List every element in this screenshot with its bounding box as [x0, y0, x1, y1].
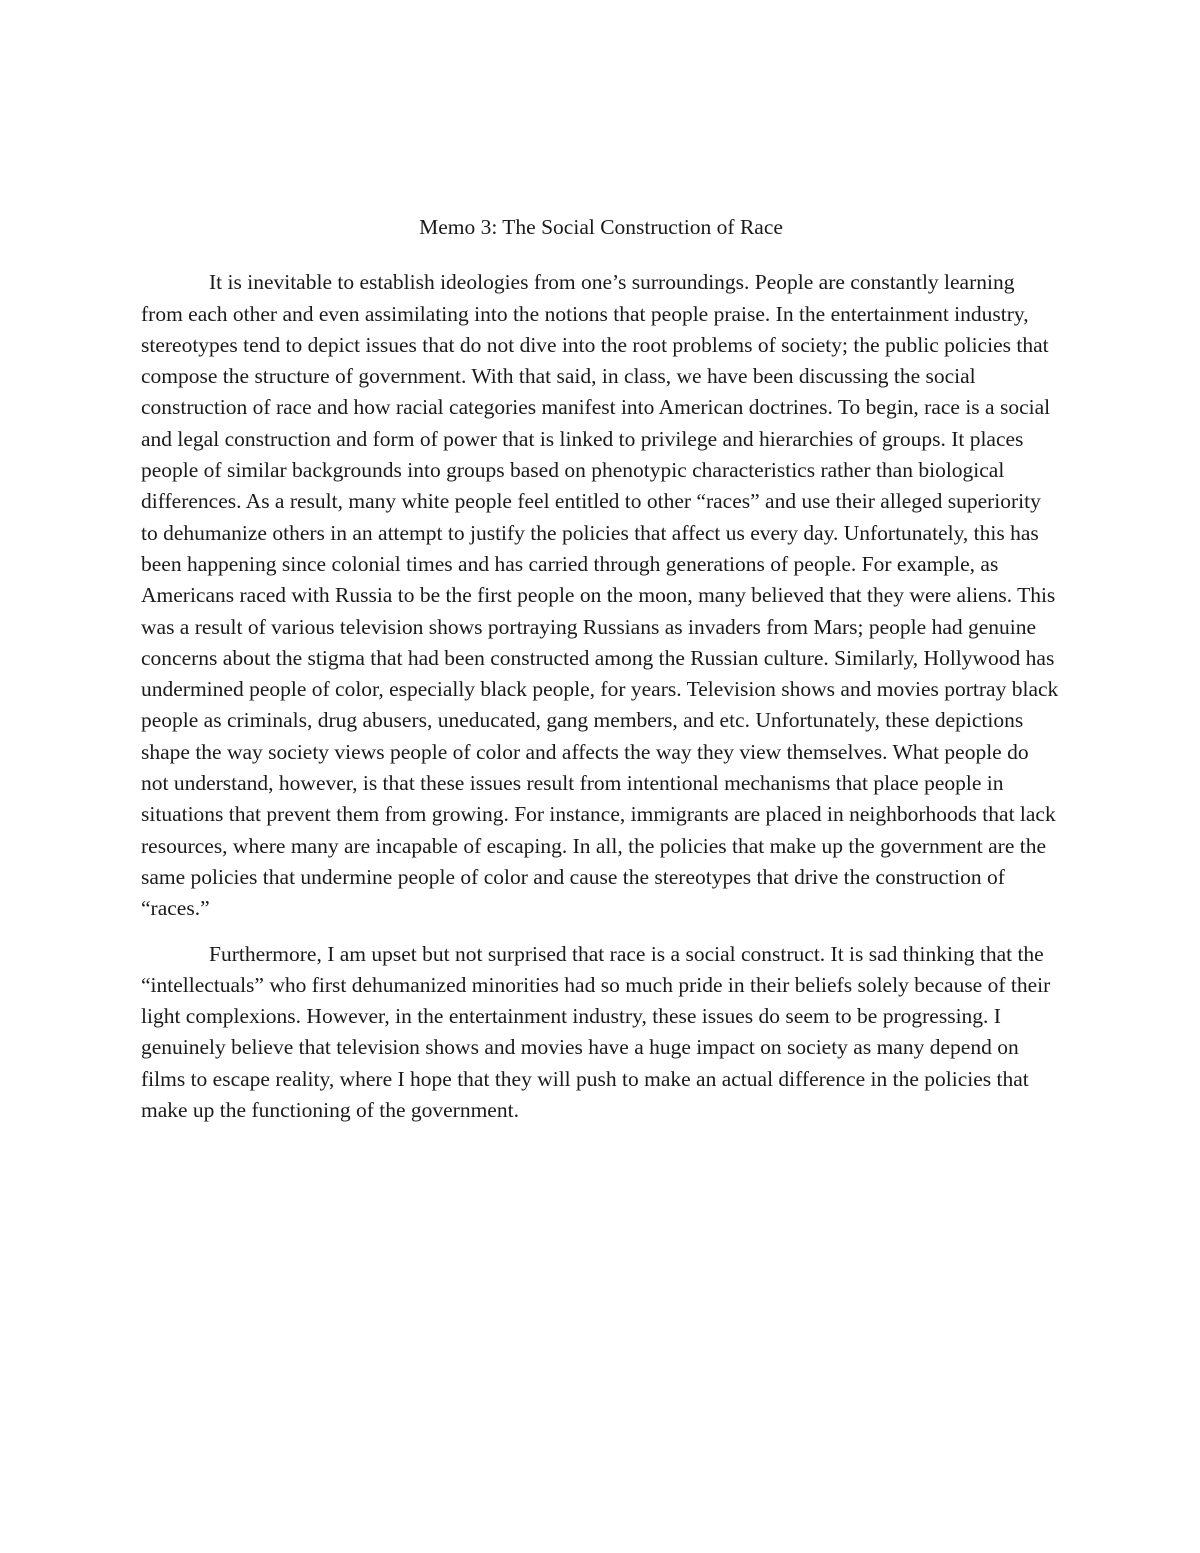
paragraph-2: Furthermore, I am upset but not surprised that race is a social construct. It is sad thinking that the “intellectuals” who first dehumanized minorities had so much pride in their beliefs solely because of their light complexions. However, in the entertainment industry, these issues do seem to be progressing. I genuinely believe that television shows and movies have a huge impact on society as many depend on films to escape reality, where I hope that they will push to make an actual difference in the policies that make up the functioning of the government. — [141, 941, 1051, 1123]
document-title: Memo 3: The Social Construction of Race — [419, 215, 783, 239]
document-body — [141, 212, 1061, 1140]
paragraph-1: It is inevitable to establish ideologies from one’s surroundings. People are constantly learning from each other and even assimilating into the notions that people praise. In the entertainment industry, stereotypes tend to depict issues that do not dive into the root problems of society; the public policies that compose the structure of government. With that said, in class, we have been discussing the social construction of race and how racial categories manifest into American doctrines. To begin, race is a social and legal construction and form of power that is linked to privilege and hierarchies of groups. It places people of similar backgrounds into groups based on phenotypic characteristics rather than biological differences. As a result, many white people feel entitled to other “races” and use their alleged superiority to dehumanize others in an attempt to justify the policies that affect us every day. Unfortunately, this has been happening since colonial times and has carried through generations of people. For example, as Americans raced with Russia to be the first people on the moon, many believed that they were aliens. This was a result of various television shows portraying Russians as invaders from Mars; people had genuine concerns about the stigma that had been constructed among the Russian culture. Similarly, Hollywood has undermined people of color, especially black people, for years. Television shows and movies portray black people as criminals, drug abusers, uneducated, gang members, and etc. Unfortunately, these depictions shape the way society views people of color and affects the way they view themselves. What people do not understand, however, is that these issues result from intentional mechanisms that place people in situations that prevent them from growing. For instance, immigrants are placed in neighborhoods that lack resources, where many are incapable of escaping. In all, the policies that make up the government are the same policies that undermine people of color and cause the stereotypes that drive the construction of “races.” — [141, 270, 1059, 921]
